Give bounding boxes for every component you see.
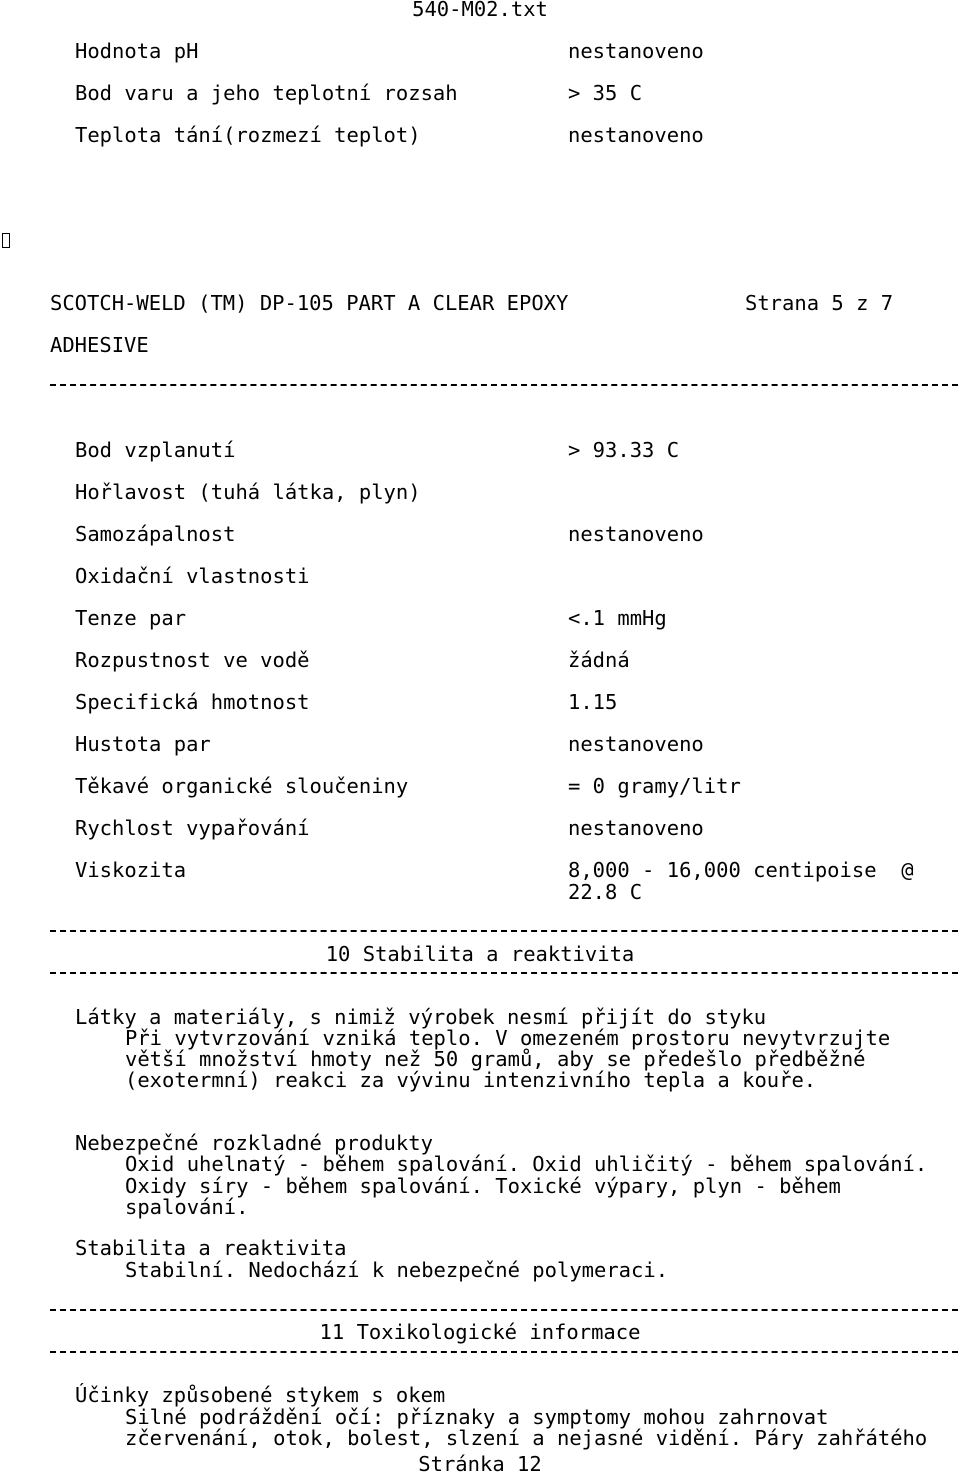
property-value: nestanoveno (568, 123, 704, 147)
viscosity-label: Viskozita (75, 858, 187, 882)
property-value: 1.15 (568, 690, 618, 714)
property-label: Hořlavost (tuhá látka, plyn) (75, 480, 421, 504)
property-value: nestanoveno (568, 522, 704, 546)
property-label: Samozápalnost (75, 522, 236, 546)
subsection-heading: Stabilita a reaktivita (75, 1236, 347, 1260)
subsection-heading: Nebezpečné rozkladné produkty (75, 1131, 433, 1155)
body-line: Silné podráždění očí: příznaky a symptomy mohou zahrnovat (125, 1405, 829, 1429)
property-value: nestanoveno (568, 816, 704, 840)
body-line: Stabilní. Nedochází k nebezpečné polymeraci. (125, 1258, 669, 1282)
property-label: Bod varu a jeho teplotní rozsah (75, 81, 458, 105)
property-label: Těkavé organické sloučeniny (75, 774, 409, 798)
subsection-heading: Látky a materiály, s nimiž výrobek nesmí přijít do styku (75, 1005, 767, 1029)
body-line: větší množství hmoty než 50 gramů, aby se předešlo předběžné (125, 1047, 866, 1071)
property-label: Specifická hmotnost (75, 690, 310, 714)
property-label: Hodnota pH (75, 39, 199, 63)
divider (50, 930, 958, 932)
divider (50, 1309, 958, 1311)
property-label: Teplota tání(rozmezí teplot) (75, 123, 421, 147)
property-label: Rozpustnost ve vodě (75, 648, 310, 672)
product-name: SCOTCH-WELD (TM) DP-105 PART A CLEAR EPOXY (50, 291, 569, 315)
property-value: žádná (568, 648, 630, 672)
divider (50, 384, 958, 386)
property-value: nestanoveno (568, 39, 704, 63)
body-line: Při vytvrzování vzniká teplo. V omezeném prostoru nevytvrzujte (125, 1026, 891, 1050)
viscosity-value: 8,000 - 16,000 centipoise @ (568, 858, 914, 882)
body-line: zčervenání, otok, bolest, slzení a nejasné vidění. Páry zahřátého (125, 1426, 928, 1450)
subsection-heading: Účinky způsobené stykem s okem (75, 1383, 446, 1407)
property-value: > 93.33 C (568, 438, 680, 462)
property-value: > 35 C (568, 81, 643, 105)
property-label: Rychlost vypařování (75, 816, 310, 840)
viscosity-value-cont: 22.8 C (568, 880, 643, 904)
property-label: Tenze par (75, 606, 187, 630)
divider (50, 1351, 958, 1353)
page-indicator: Strana 5 z 7 (745, 291, 894, 315)
body-line: Oxidy síry - během spalování. Toxické výpary, plyn - během (125, 1174, 841, 1198)
property-label: Hustota par (75, 732, 211, 756)
divider (50, 972, 958, 974)
page-break-glyph (2, 233, 10, 248)
body-line: (exotermní) reakci za vývinu intenzivního tepla a kouře. (125, 1068, 817, 1092)
section-title: 10 Stabilita a reaktivita (325, 942, 635, 966)
property-value: <.1 mmHg (568, 606, 667, 630)
property-label: Bod vzplanutí (75, 438, 236, 462)
page-footer: Stránka 12 (418, 1452, 542, 1476)
body-line: spalování. (125, 1195, 249, 1219)
file-name: 540-M02.txt (412, 0, 548, 21)
property-value: = 0 gramy/litr (568, 774, 741, 798)
property-label: Oxidační vlastnosti (75, 564, 310, 588)
section-title: 11 Toxikologické informace (319, 1320, 641, 1344)
body-line: Oxid uhelnatý - během spalování. Oxid uhličitý - během spalování. (125, 1152, 928, 1176)
product-name-cont: ADHESIVE (50, 333, 149, 357)
property-value: nestanoveno (568, 732, 704, 756)
